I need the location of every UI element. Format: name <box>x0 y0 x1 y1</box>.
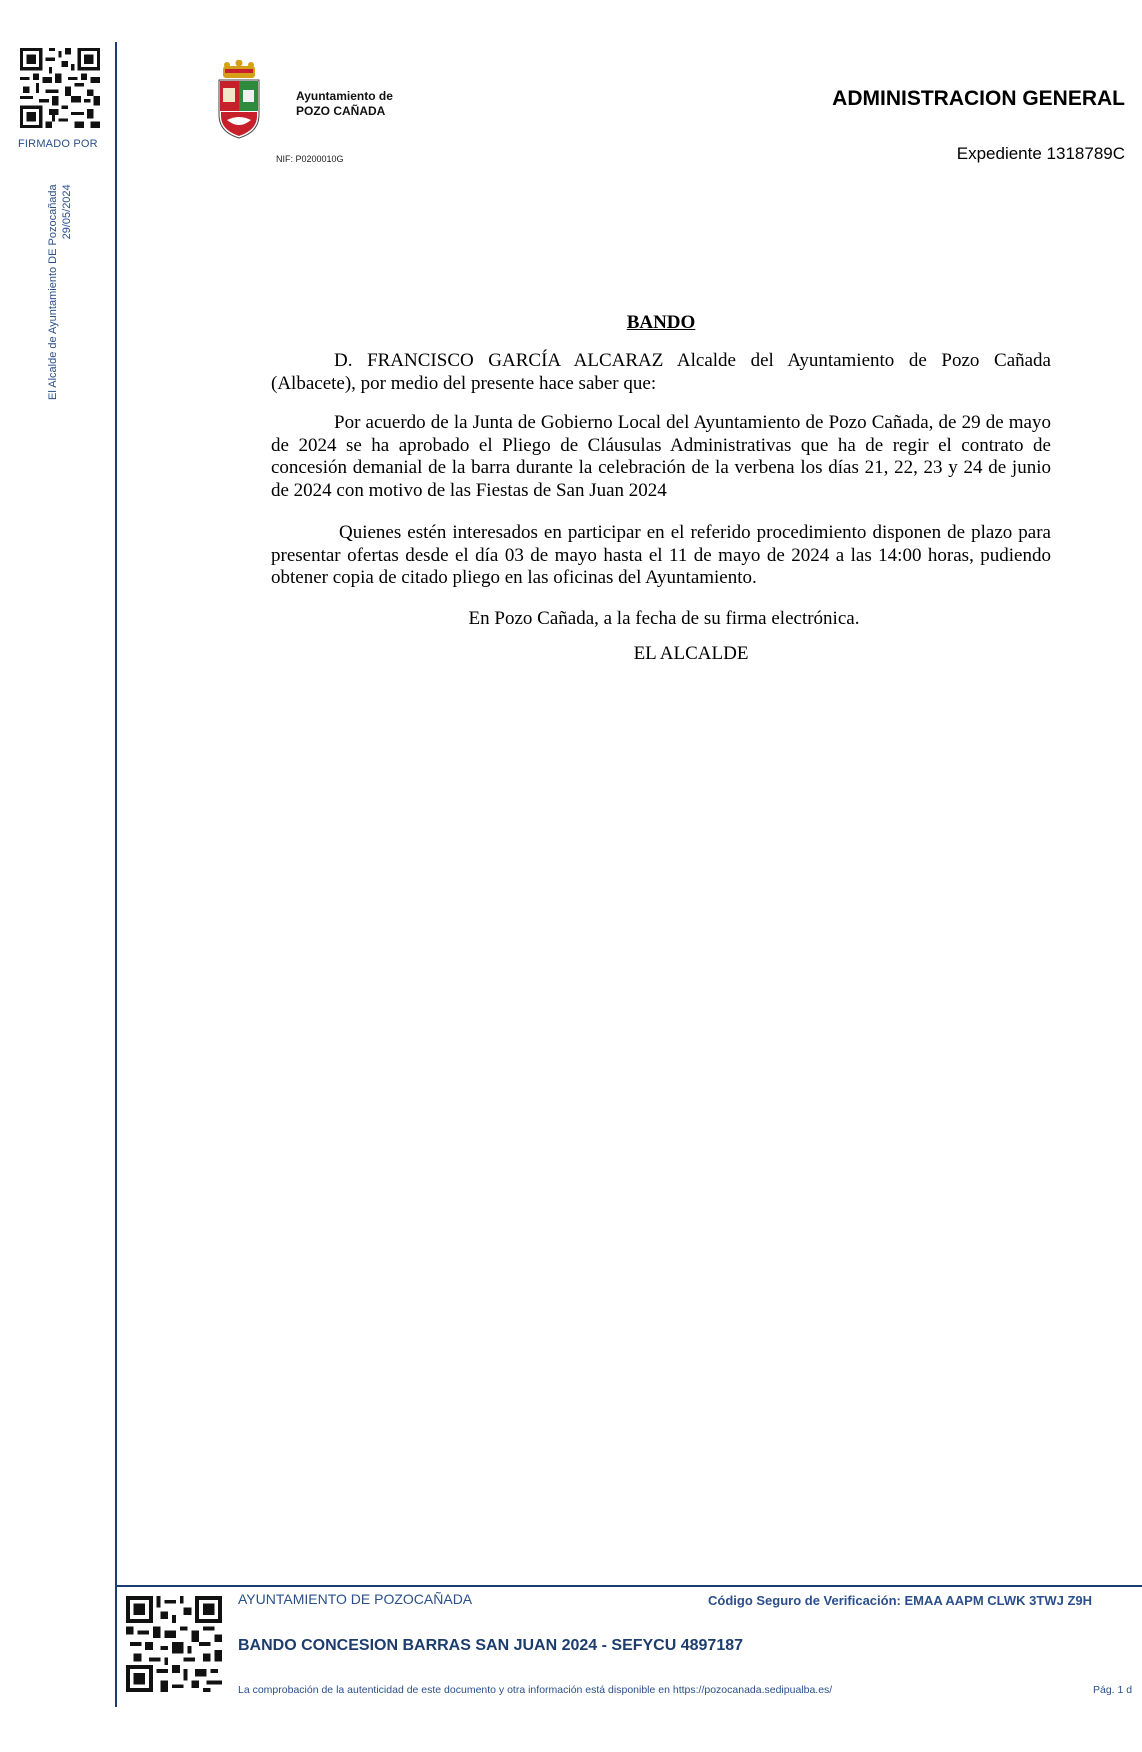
paragraph-agreement-text: Por acuerdo de la Junta de Gobierno Local del Ayuntamiento de Pozo Cañada, de 29 de mayo de 2024 se ha aprobado el Pliego de Cláusulas Administrativas que ha de regir el contrato de concesión demanial de la barra durante la celebración de la verbena los días 21, 22, 23 y 24 de junio de 2024 con motivo de las Fiestas de San Juan 2024 <box>271 412 1051 501</box>
footer-document-title: BANDO CONCESION BARRAS SAN JUAN 2024 - SEFYCU 4897187 <box>238 1637 744 1654</box>
municipality-name <box>296 89 393 119</box>
signer-title: EL ALCALDE <box>633 643 749 664</box>
verification-qr-code <box>20 48 100 128</box>
footer-qr-code <box>126 1596 222 1692</box>
paragraph-deadline <box>271 522 1051 590</box>
signature-stamp <box>46 184 74 400</box>
page-number: Pág. 1 d <box>1093 1684 1133 1696</box>
margin-divider <box>115 42 117 1707</box>
paragraph-agreement <box>271 412 1051 502</box>
coat-of-arms-logo <box>215 60 263 150</box>
nif-number: NIF: P0200010G <box>276 154 344 164</box>
footer-organization: AYUNTAMIENTO DE POZOCAÑADA <box>238 1591 473 1607</box>
org-name-line2: POZO CAÑADA <box>296 104 386 118</box>
paragraph-intro-text: D. FRANCISCO GARCÍA ALCARAZ Alcalde del Ayuntamiento de Pozo Cañada (Albacete), por medio del presente hace saber que: <box>271 350 1051 394</box>
verification-code: Código Seguro de Verificación: EMAA AAPM CLWK 3TWJ Z9H <box>708 1593 1093 1608</box>
signed-by-label: FIRMADO POR <box>18 138 98 150</box>
signer-name: El Alcalde de Ayuntamiento DE Pozocañada <box>47 184 59 400</box>
footer-divider <box>115 1585 1142 1587</box>
paragraph-deadline-text: Quienes estén interesados en participar en el referido procedimiento disponen de plazo para presentar ofertas desde el día 03 de mayo hasta el 11 de mayo de 2024 a las 14:00 horas, pudiendo obtener copia de citado pliego en las oficinas del Ayuntamiento. <box>271 522 1051 588</box>
file-number: Expediente 1318789C <box>956 144 1125 163</box>
paragraph-intro <box>271 350 1051 395</box>
org-name-line1: Ayuntamiento de <box>296 89 393 103</box>
signature-date: 29/05/2024 <box>61 184 73 240</box>
document-title: BANDO <box>626 312 696 333</box>
closing-line: En Pozo Cañada, a la fecha de su firma electrónica. <box>468 608 860 629</box>
department-heading: ADMINISTRACION GENERAL <box>832 87 1125 110</box>
authenticity-note: La comprobación de la autenticidad de este documento y otra información está disponible en https://pozocanada.sedipualba.es/ <box>238 1684 833 1696</box>
